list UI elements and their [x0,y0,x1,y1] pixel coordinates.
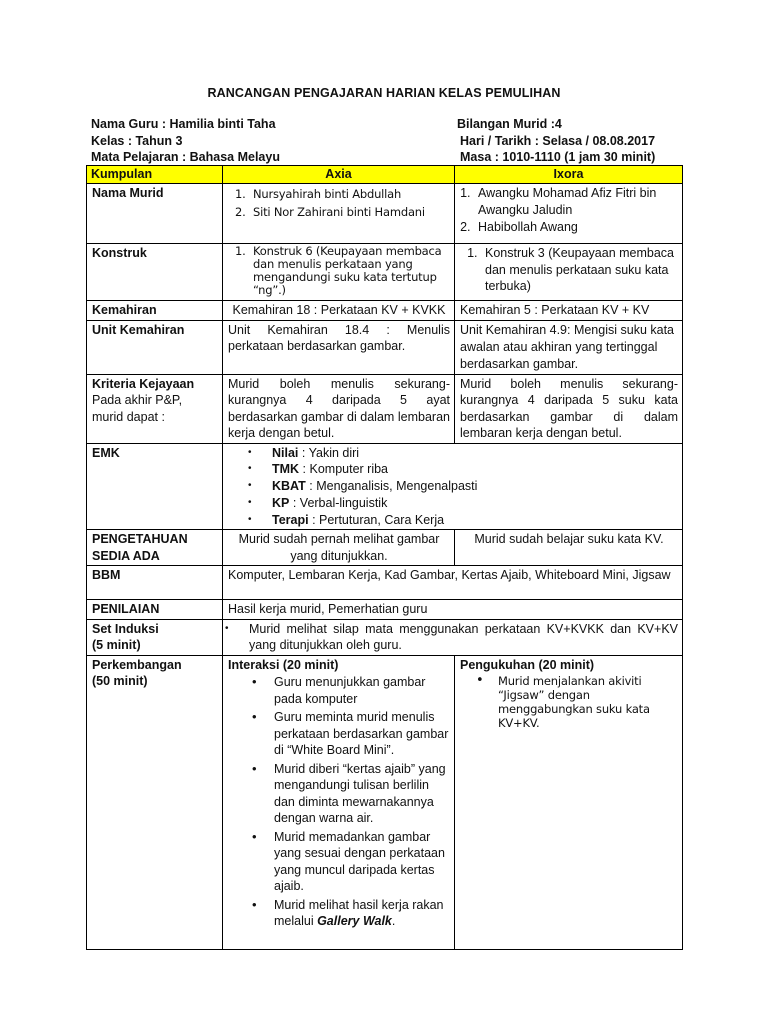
emk-value: : Pertuturan, Cara Kerja [308,512,445,527]
ixora-skill-unit: Unit Kemahiran 4.9: Mengisi suku kata awalan atau akhiran yang tertinggal berdasarkan gambar. [455,320,683,374]
list-item [274,897,450,930]
success-criteria-label: Kriteria Kejayaan [92,376,195,391]
list-item [272,461,678,478]
time-slot: Masa : 1010-1110 (1 jam 30 minit) [460,150,656,164]
success-criteria-sub2: murid dapat : [92,409,165,424]
list-item: 1. Awangku Mohamad Afiz Fitri bin Awangku Jaludin [474,185,678,219]
list-item: • Murid diberi “kertas ajaib” yang mengandungi tulisan berlilin dan diminta mewarnakannya dengan warna air. [274,761,450,827]
student-names-row [87,184,683,244]
student-names-label: Nama Murid [87,184,223,244]
list-item: 2. Siti Nor Zahirani binti Hamdani [249,203,450,221]
materials-value: Komputer, Lembaran Kerja, Kad Gambar, Kertas Ajaib, Whiteboard Mini, Jigsaw [223,566,683,600]
list-item: 1. Konstruk 6 (Keupayaan membaca dan menulis perkataan yang mengandungi suku kata tertutup “ng”.) [249,245,450,297]
emk-content [223,443,683,530]
axia-skill-unit: Unit Kemahiran 18.4 : Menulis perkataan berdasarkan gambar. [223,320,455,374]
list-item [272,478,678,495]
day-date: Hari / Tarikh : Selasa / 08.08.2017 [460,134,656,148]
group-header-label: Kumpulan [87,166,223,184]
assessment-value: Hasil kerja murid, Pemerhatian guru [223,600,683,620]
axia-construct [223,244,455,301]
prior-knowledge-label-2: SEDIA ADA [92,548,160,563]
axia-development [223,655,455,949]
group-header-row [87,166,683,184]
list-item: • Murid memadankan gambar yang sesuai dengan perkataan yang muncul daripada kertas ajaib. [274,829,450,895]
gallery-walk-prefix: Murid melihat hasil kerja rakan melalui [274,897,444,929]
induction-row [87,619,683,655]
emk-key: TMK [272,462,300,477]
emk-row [87,443,683,530]
axia-students [223,184,455,244]
list-item: 1. Nursyahirah binti Abdullah [249,185,450,203]
list-item [272,445,678,462]
assessment-row [87,600,683,620]
list-item: 1. Konstruk 3 (Keupayaan membaca dan menulis perkataan suku kata terbuka) [481,245,678,295]
lesson-plan-table [86,165,683,950]
emk-label: EMK [87,443,223,530]
axia-prior-knowledge: Murid sudah pernah melihat gambar yang ditunjukkan. [223,530,455,566]
emk-value: : Komputer riba [299,462,389,477]
document-title: RANCANGAN PENGAJARAN HARIAN KELAS PEMULIHAN [207,86,561,100]
prior-knowledge-cell [87,530,223,566]
materials-label: BBM [87,566,223,600]
emk-key: Nilai [272,445,299,460]
construct-row [87,244,683,301]
axia-criteria: Murid boleh menulis sekurang-kurangnya 4 daripada 5 ayat berdasarkan gambar di dalam lembaran kerja dengan betul. [223,374,455,443]
induction-content [223,619,683,655]
ixora-construct [455,244,683,301]
development-label-2: (50 minit) [92,674,148,689]
gallery-walk-term: Gallery Walk [317,914,392,929]
skill-label: Kemahiran [87,301,223,321]
assessment-label: PENILAIAN [87,600,223,620]
list-item [272,512,678,529]
list-item: • Guru menunjukkan gambar pada komputer [274,674,450,707]
success-criteria-row [87,374,683,443]
emk-key: KP [272,495,290,510]
ixora-criteria: Murid boleh menulis sekurang-kurangnya 4 daripada 5 suku kata berdasarkan gambar di dalam lembaran kerja dengan betul. [455,374,683,443]
ixora-students [455,184,683,244]
emk-value: : Yakin diri [298,445,360,460]
induction-label-2: (5 minit) [92,638,141,653]
ixora-skill: Kemahiran 5 : Perkataan KV + KV [455,301,683,321]
student-count: Bilangan Murid :4 [457,117,562,131]
ixora-development [455,655,683,949]
list-item: • Guru meminta murid menulis perkataan berdasarkan gambar di “White Board Mini”. [274,709,450,759]
development-cell [87,655,223,949]
materials-row [87,566,683,600]
class-name: Kelas : Tahun 3 [91,134,183,148]
group-ixora-header: Ixora [455,166,683,184]
skill-row [87,301,683,321]
skill-unit-row [87,320,683,374]
emk-key: Terapi [272,512,309,527]
teacher-name: Nama Guru : Hamilia binti Taha [91,117,276,131]
induction-label-1: Set Induksi [92,621,159,636]
group-axia-header: Axia [223,166,455,184]
emk-value: : Menganalisis, Mengenalpasti [305,479,478,494]
gallery-walk-suffix: . [391,914,396,929]
list-item: 2. Habibollah Awang [474,219,678,236]
success-criteria-cell [87,374,223,443]
success-criteria-sub1: Pada akhir P&P, [92,393,183,407]
skill-unit-label: Unit Kemahiran [87,320,223,374]
list-item: • Murid menjalankan akiviti “Jigsaw” dengan menggabungkan suku kata KV+KV. [498,674,678,730]
subject: Mata Pelajaran : Bahasa Melayu [91,150,280,164]
emk-key: KBAT [272,479,306,494]
ixora-development-title: Pengukuhan (20 minit) [460,657,595,672]
list-item [272,495,678,512]
prior-knowledge-label-1: PENGETAHUAN [92,532,188,547]
prior-knowledge-row [87,530,683,566]
development-row [87,655,683,949]
induction-cell [87,619,223,655]
ixora-prior-knowledge: Murid sudah belajar suku kata KV. [455,530,683,566]
emk-value: : Verbal-linguistik [289,495,388,510]
construct-label: Konstruk [87,244,223,301]
axia-development-title: Interaksi (20 minit) [228,657,339,672]
list-item: • Murid melihat silap mata menggunakan perkataan KV+KVKK dan KV+KV yang ditunjukkan oleh guru. [249,621,678,654]
axia-skill: Kemahiran 18 : Perkataan KV + KVKK [223,301,455,321]
development-label-1: Perkembangan [92,657,182,672]
